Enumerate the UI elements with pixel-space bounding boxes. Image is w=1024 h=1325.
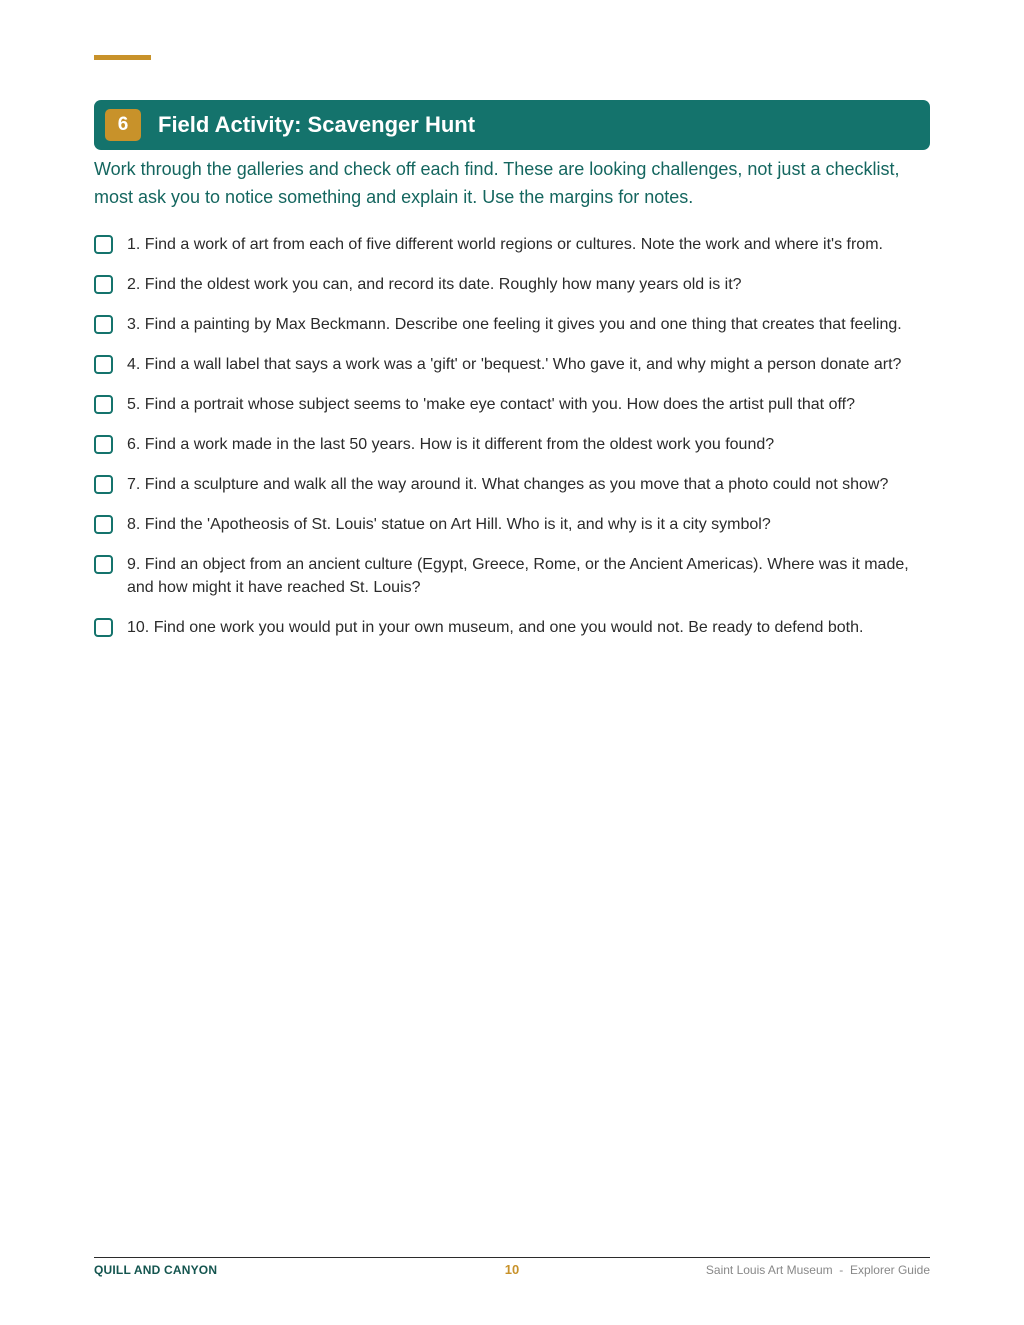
checkbox[interactable] <box>94 618 113 637</box>
checklist-item <box>94 553 930 599</box>
footer-divider <box>94 1257 930 1258</box>
checklist-item <box>94 433 930 456</box>
checklist-item-text: 1. Find a work of art from each of five different world regions or cultures. Note the work and where it's from. <box>127 236 883 253</box>
checkbox[interactable] <box>94 275 113 294</box>
checklist-item-text: 2. Find the oldest work you can, and record its date. Roughly how many years old is it? <box>127 276 742 293</box>
checklist-item-text: 5. Find a portrait whose subject seems to 'make eye contact' with you. How does the artist pull that off? <box>127 396 855 413</box>
checklist-item <box>94 233 930 256</box>
checkbox[interactable] <box>94 355 113 374</box>
checklist-item-text: 6. Find a work made in the last 50 years. How is it different from the oldest work you found? <box>127 436 775 453</box>
checkbox[interactable] <box>94 315 113 334</box>
checklist-item-text: 3. Find a painting by Max Beckmann. Describe one feeling it gives you and one thing that creates that feeling. <box>127 316 902 333</box>
accent-bar <box>94 55 151 60</box>
checklist-item-text: 4. Find a wall label that says a work was a 'gift' or 'bequest.' Who gave it, and why might a person donate art? <box>127 356 902 373</box>
checklist-item <box>94 513 930 536</box>
intro-paragraph: Work through the galleries and check off each find. These are looking challenges, not just a checklist, most ask you to notice something and explain it. Use the margins for notes. <box>94 159 900 207</box>
checklist-item <box>94 353 930 376</box>
checkbox[interactable] <box>94 395 113 414</box>
checklist-item <box>94 393 930 416</box>
section-header <box>94 100 930 150</box>
checklist-item-text: 9. Find an object from an ancient culture (Egypt, Greece, Rome, or the Ancient Americas). Where was it made, and how might it have reached St. Louis? <box>127 556 909 596</box>
checkbox[interactable] <box>94 475 113 494</box>
checkbox[interactable] <box>94 555 113 574</box>
checklist-item <box>94 313 930 336</box>
footer-publisher: QUILL AND CANYON <box>94 1263 218 1277</box>
checklist-item-text: 7. Find a sculpture and walk all the way around it. What changes as you move that a photo could not show? <box>127 476 889 493</box>
checklist-item-text: 10. Find one work you would put in your own museum, and one you would not. Be ready to defend both. <box>127 619 864 636</box>
checklist-item <box>94 273 930 296</box>
checklist-item <box>94 616 930 639</box>
checkbox[interactable] <box>94 435 113 454</box>
checkbox[interactable] <box>94 235 113 254</box>
scavenger-checklist <box>94 233 930 656</box>
checklist-item <box>94 473 930 496</box>
checklist-item-text: 8. Find the 'Apotheosis of St. Louis' statue on Art Hill. Who is it, and why is it a city symbol? <box>127 516 771 533</box>
section-title: Field Activity: Scavenger Hunt <box>158 112 476 137</box>
footer-page-number: 10 <box>504 1262 520 1277</box>
section-number-badge: 6 <box>105 109 141 141</box>
checkbox[interactable] <box>94 515 113 534</box>
footer-guide-title: Saint Louis Art Museum - Explorer Guide <box>705 1263 930 1277</box>
